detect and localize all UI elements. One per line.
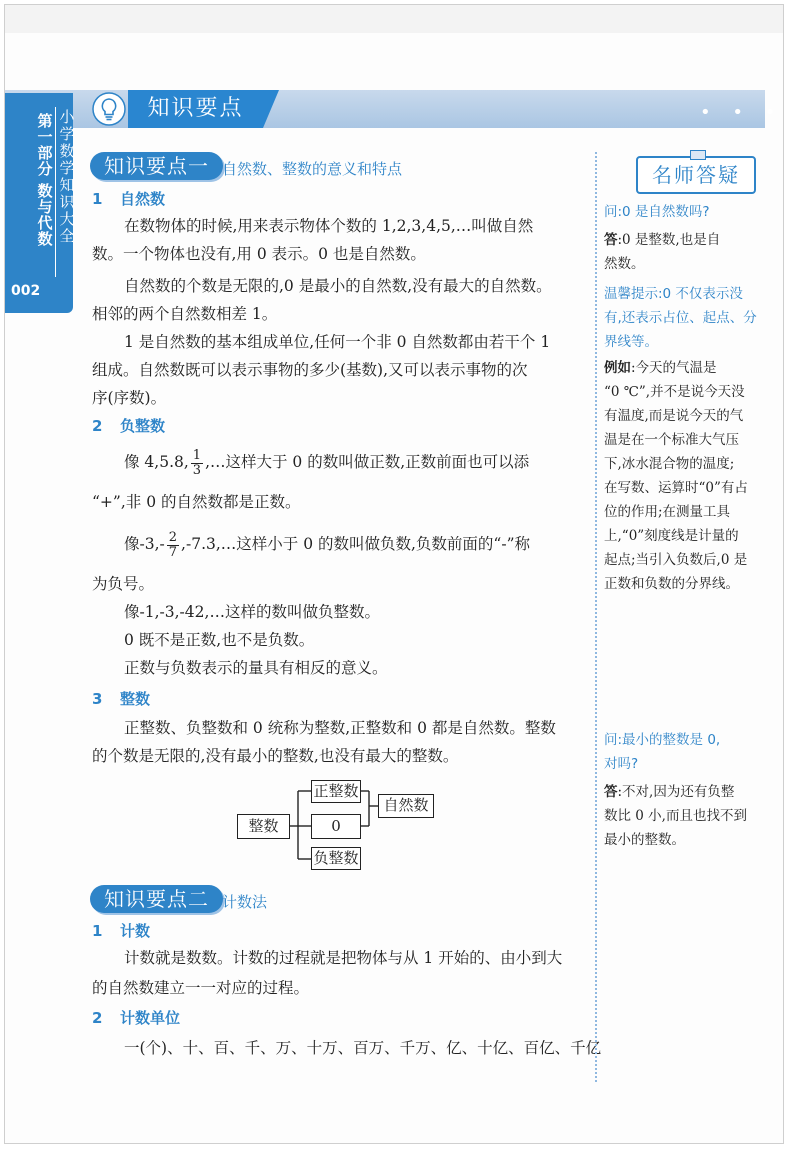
s2-line-6: 0 既不是正数,也不是负数。 <box>124 631 315 649</box>
s3-line-2: 的个数是无限的,没有最小的整数,也没有最大的整数。 <box>92 747 459 765</box>
diagram-negative-integer: 负整数 <box>311 847 361 870</box>
s1-heading: 1 自然数 <box>92 190 166 208</box>
s1-line-1: 在数物体的时候,用来表示物体个数的 1,2,3,4,5,…叫做自然 <box>124 217 534 235</box>
s2-line-4: 为负号。 <box>92 575 155 593</box>
diagram-positive-integer: 正整数 <box>311 780 361 803</box>
sidebar-q1: 问:0 是自然数吗? <box>604 204 710 220</box>
s2-heading: 2 负整数 <box>92 417 166 435</box>
s2-line-2: “+”,非 0 的自然数都是正数。 <box>92 493 301 511</box>
side-topic-label: 数 与 代 数 <box>37 182 53 248</box>
s1-line-3: 自然数的个数是无限的,0 是最小的自然数,没有最大的自然数。 <box>124 277 552 295</box>
s2-line-5: 像-1,-3,-42,…这样的数叫做负整数。 <box>124 603 380 621</box>
s2-line-7: 正数与负数表示的量具有相反的意义。 <box>124 659 388 677</box>
s5-line: 一(个)、十、百、千、万、十万、百万、千万、亿、十亿、百亿、千亿 <box>124 1039 602 1057</box>
sidebar-divider <box>595 152 597 1082</box>
kp2-subtitle: 计数法 <box>222 893 268 911</box>
s2-line-1: 像 4,5.8, $\frac{1}{3}$ ,…这样大于 0 的数叫做正数,正数前面也可以添 <box>124 447 530 478</box>
s1-line-5: 1 是自然数的基本组成单位,任何一个非 0 自然数都由若干个 1 <box>124 333 551 351</box>
s2-line-3: 像-3,- $\frac{2}{7}$ ,-7.3,…这样小于 0 的数叫做负数,负数前面的“-”称 <box>124 529 531 560</box>
fraction-one-third: $\frac{1}{3}$ <box>192 447 202 478</box>
s3-heading: 3 整数 <box>92 690 151 708</box>
sidebar-a1: 答:0 是整数,也是自 然数。 <box>604 232 721 272</box>
sidebar-example: 例如:今天的气温是 “0 ℃”,并不是说今天没 有温度,而是说今天的气 温是在一个标准大气压 下,冰水混合物的温度; 在写数、运算时“0”有占 位的作用;在测量工具 上,“0”刻度线是计量的 起点;当引入负数后,0 是 正数和负数的分界线。 <box>604 360 748 592</box>
sidebar-title-pin <box>690 150 706 160</box>
diagram-zero: 0 <box>311 814 361 839</box>
header-dots: • • • <box>700 102 784 123</box>
diagram-natural-number: 自然数 <box>378 794 434 818</box>
side-book-title: 小 学 数 学 知 识 大 全 <box>59 108 75 245</box>
s1-line-6: 组成。自然数既可以表示事物的多少(基数),又可以表示事物的次 <box>92 361 528 379</box>
s5-heading: 2 计数单位 <box>92 1009 181 1027</box>
s3-line-1: 正整数、负整数和 0 统称为整数,正整数和 0 都是自然数。整数 <box>124 719 556 737</box>
kp1-subtitle: 自然数、整数的意义和特点 <box>222 160 403 178</box>
s1-line-7: 序(序数)。 <box>92 389 167 407</box>
fraction-two-sevenths: $\frac{2}{7}$ <box>168 529 178 560</box>
page-number: 002 <box>11 283 41 299</box>
header-title: 知识要点 <box>128 90 263 128</box>
kp2-label: 知识要点二 <box>90 885 223 913</box>
side-part-label: 第 一 部 分 <box>37 112 53 178</box>
sidebar-title: 名师答疑 <box>636 156 756 194</box>
sidebar-tip: 温馨提示:0 不仅表示没 有,还表示占位、起点、分 界线等。 <box>604 286 757 350</box>
kp1-label: 知识要点一 <box>90 152 223 180</box>
sidebar-q2: 问:最小的整数是 0, 对吗? <box>604 732 721 772</box>
s4-line-1: 计数就是数数。计数的过程就是把物体与从 1 开始的、由小到大 <box>124 949 563 967</box>
s1-line-2: 数。一个物体也没有,用 0 表示。0 也是自然数。 <box>92 245 426 263</box>
s4-heading: 1 计数 <box>92 922 151 940</box>
sidebar-a2: 答:不对,因为还有负整 数比 0 小,而且也找不到 最小的整数。 <box>604 784 747 848</box>
s1-line-4: 相邻的两个自然数相差 1。 <box>92 305 278 323</box>
s4-line-2: 的自然数建立一一对应的过程。 <box>92 979 310 997</box>
diagram-integer: 整数 <box>237 814 290 839</box>
